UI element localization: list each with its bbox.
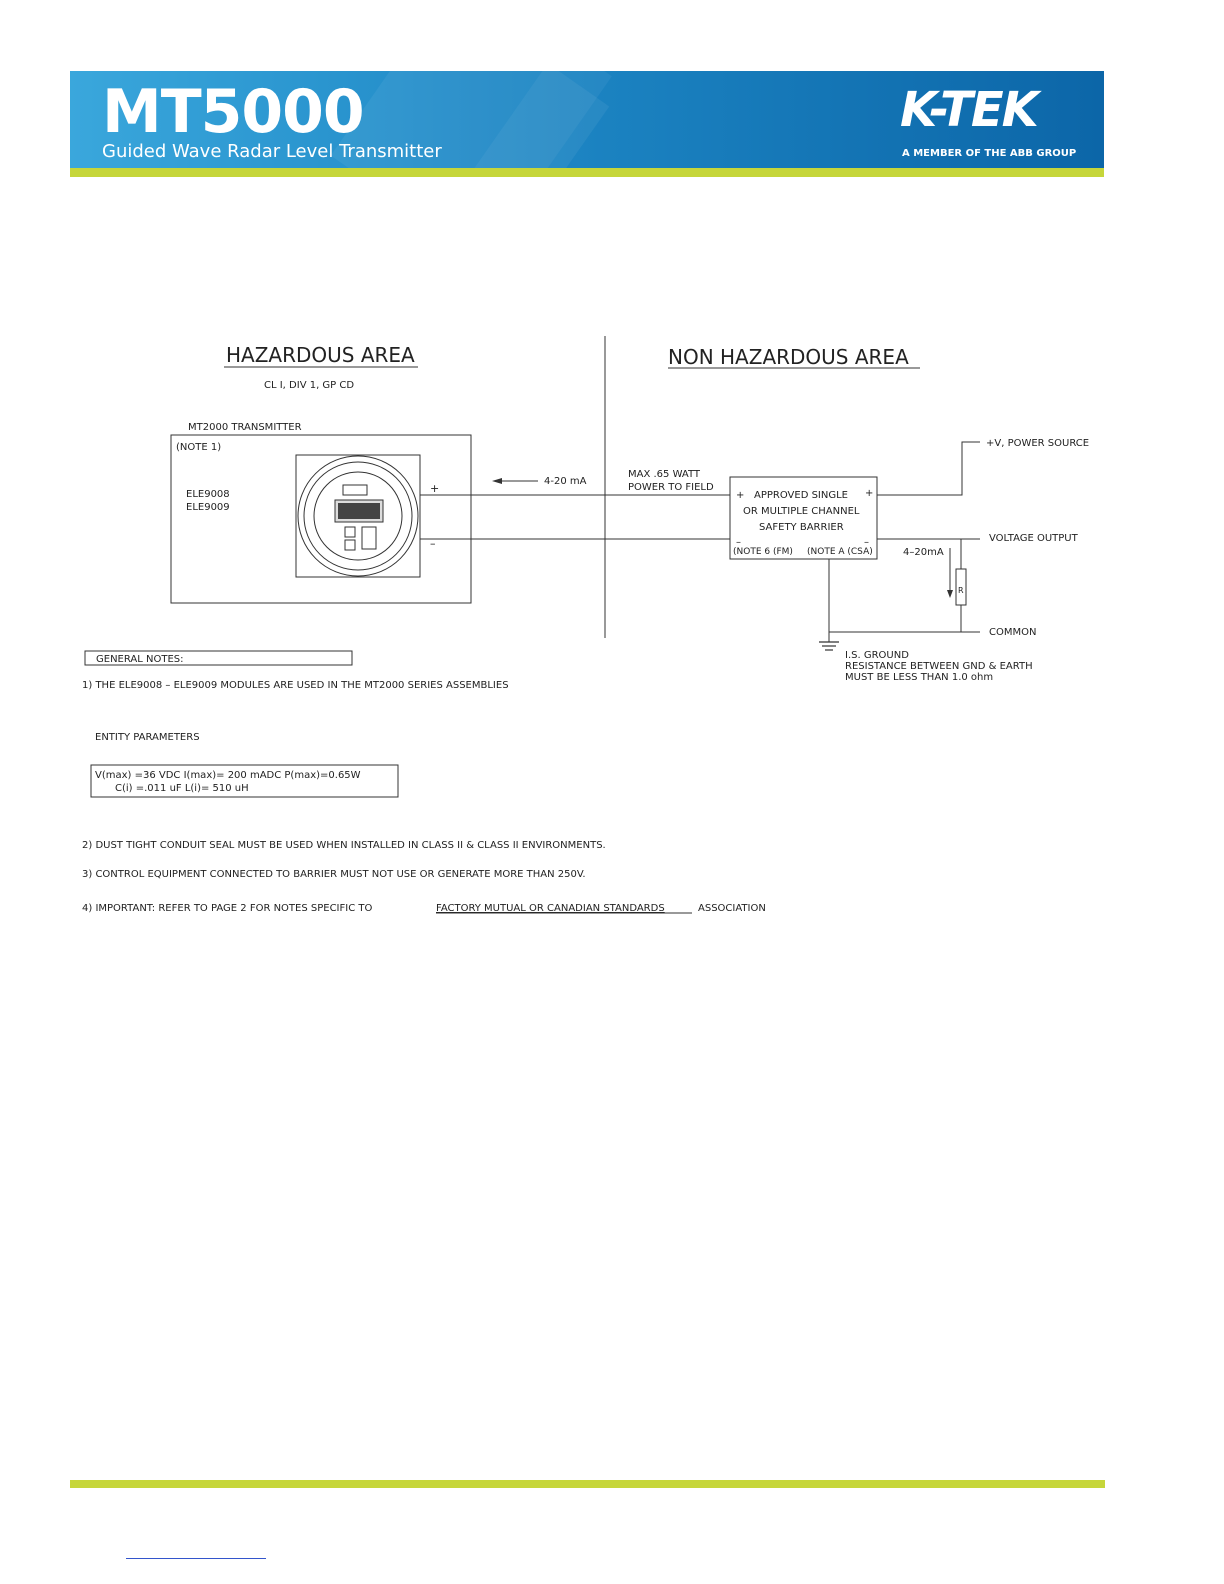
power-to-field-label: POWER TO FIELD — [628, 482, 714, 493]
loop-current-arrow-head — [947, 590, 953, 598]
general-notes-heading: GENERAL NOTES: — [96, 654, 184, 665]
product-name: MT5000 — [102, 77, 364, 147]
k-tek-logo: K-TEK — [900, 82, 1037, 138]
non-hazardous-area-title: NON HAZARDOUS AREA — [668, 345, 909, 369]
hazardous-area-title: HAZARDOUS AREA — [226, 343, 415, 367]
ground-icon — [819, 642, 839, 650]
entity-parameters-row-1: V(max) =36 VDC I(max)= 200 mADC P(max)=0.65W — [95, 770, 361, 781]
transmitter-housing-icon — [296, 455, 420, 577]
voltage-output-label: VOLTAGE OUTPUT — [989, 533, 1078, 544]
note-4-text — [82, 903, 766, 914]
barrier-line-1: APPROVED SINGLE — [754, 490, 848, 501]
note-3-text: 3) CONTROL EQUIPMENT CONNECTED TO BARRIER MUST NOT USE OR GENERATE MORE THAN 250V. — [82, 869, 586, 880]
module-label-ele9008: ELE9008 — [186, 489, 230, 500]
current-arrow-head — [492, 478, 502, 484]
transmitter-label: MT2000 TRANSMITTER — [188, 422, 302, 433]
barrier-note-fm: (NOTE 6 (FM) — [733, 547, 793, 557]
ground-label-1: I.S. GROUND — [845, 650, 909, 661]
barrier-minus-left: – — [736, 537, 741, 548]
entity-parameters-heading: ENTITY PARAMETERS — [95, 732, 200, 743]
loop-current-label: 4–20mA — [903, 547, 944, 558]
hazardous-class-label: CL I, DIV 1, GP CD — [264, 380, 355, 391]
barrier-plus-right: + — [865, 488, 874, 499]
ground-label-2: RESISTANCE BETWEEN GND & EARTH — [845, 661, 1033, 672]
transmitter-box — [171, 435, 471, 603]
module-label-ele9009: ELE9009 — [186, 502, 230, 513]
power-source-wire — [877, 442, 980, 495]
barrier-line-2: OR MULTIPLE CHANNEL — [743, 506, 860, 517]
note-4-prefix: 4) IMPORTANT: REFER TO PAGE 2 FOR NOTES SPECIFIC TO — [82, 903, 373, 914]
common-label: COMMON — [989, 627, 1037, 638]
power-source-label: +V, POWER SOURCE — [986, 438, 1090, 449]
current-label: 4-20 mA — [544, 476, 587, 487]
barrier-plus-left: + — [736, 490, 745, 501]
note-1-label: (NOTE 1) — [176, 442, 222, 453]
note-2-text: 2) DUST TIGHT CONDUIT SEAL MUST BE USED WHEN INSTALLED IN CLASS II & CLASS II ENVIRONMENTS. — [82, 840, 606, 851]
transmitter-plus-terminal: + — [430, 482, 440, 495]
brand-tagline: A MEMBER OF THE ABB GROUP — [902, 148, 1077, 159]
note-4-suffix: ASSOCIATION — [698, 903, 766, 914]
transmitter-minus-terminal: – — [430, 537, 436, 550]
note-4-standards-link[interactable]: FACTORY MUTUAL OR CANADIAN STANDARDS — [436, 903, 665, 914]
ground-label-3: MUST BE LESS THAN 1.0 ohm — [845, 672, 994, 683]
entity-parameters-row-2: C(i) =.011 uF L(i)= 510 uH — [115, 783, 249, 794]
footer-link-underline[interactable] — [126, 1558, 266, 1559]
note-1-text: 1) THE ELE9008 – ELE9009 MODULES ARE USED IN THE MT2000 SERIES ASSEMBLIES — [82, 680, 509, 691]
barrier-minus-right: – — [864, 537, 869, 548]
barrier-line-3: SAFETY BARRIER — [759, 522, 844, 533]
barrier-note-csa: (NOTE A (CSA) — [807, 547, 873, 557]
product-subtitle: Guided Wave Radar Level Transmitter — [102, 141, 442, 162]
max-watt-label: MAX .65 WATT — [628, 469, 701, 480]
footer-accent-strip — [70, 1480, 1105, 1488]
resistor-label: R — [958, 586, 964, 595]
